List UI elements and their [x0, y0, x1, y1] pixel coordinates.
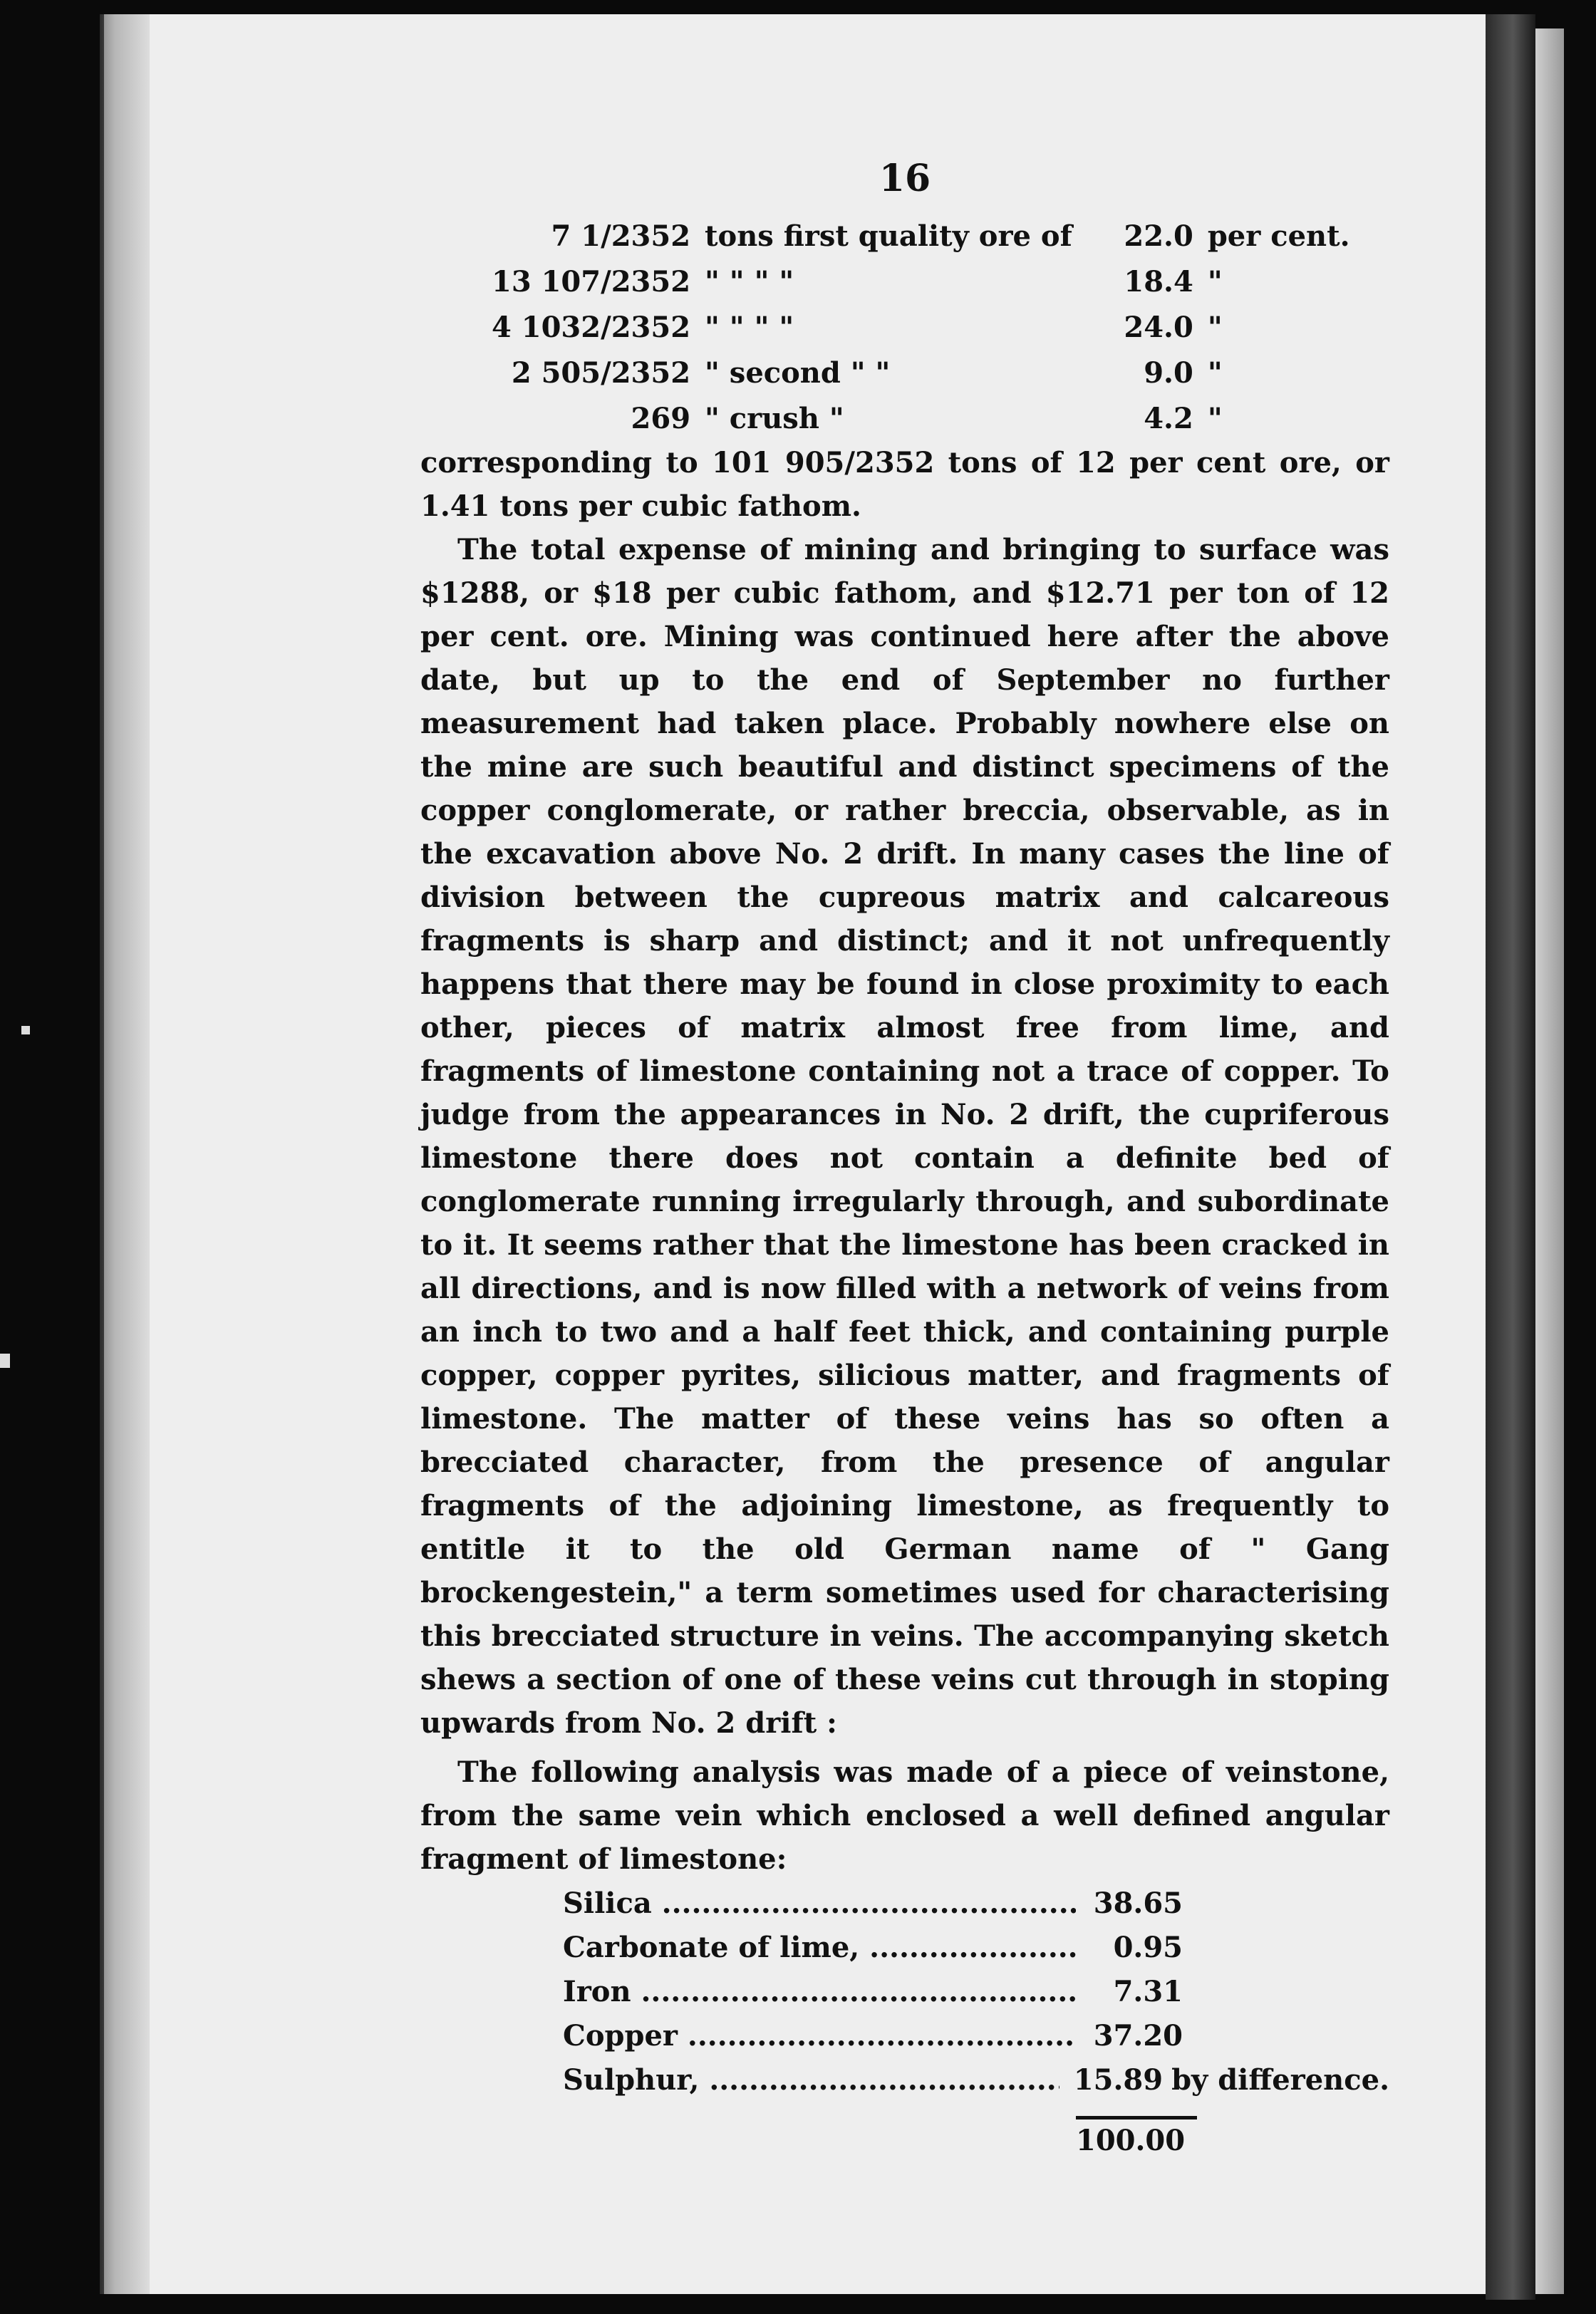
ore-pct: 9.0 [1144, 356, 1193, 390]
ore-desc: " second " " [705, 356, 891, 390]
analysis-component: Carbonate of lime, ..... [563, 1931, 1076, 1964]
ore-pct: 18.4 [1124, 264, 1193, 299]
analysis-row [563, 1931, 1389, 1975]
analysis-total-row [563, 2124, 1389, 2157]
ore-pct: 24.0 [1124, 310, 1193, 344]
facing-page-edge [1535, 28, 1564, 2294]
ore-unit: " [1207, 264, 1223, 299]
ore-unit: " [1207, 310, 1223, 344]
table-row [484, 259, 1357, 304]
ore-qty: 2 505/2352 [511, 356, 691, 390]
page-gutter [100, 14, 150, 2294]
total-rule [1076, 2116, 1197, 2120]
page-text [420, 142, 1389, 2157]
analysis-row [563, 1887, 1389, 1931]
analysis-row [563, 1975, 1389, 2019]
analysis-table [563, 1887, 1389, 2157]
analysis-value: 0.95 [1113, 1931, 1183, 1964]
analysis-component: Sulphur, ..... [563, 2063, 1059, 2097]
page-number: 16 [879, 157, 931, 200]
ore-qty: 7 1/2352 [551, 219, 691, 253]
analysis-value: 37.20 [1093, 2019, 1183, 2053]
ore-unit: " [1207, 401, 1223, 435]
ore-desc: " crush " [705, 401, 844, 435]
analysis-component: Silica ..... [563, 1887, 1076, 1920]
ore-desc: " " " " [705, 264, 794, 299]
ore-desc: tons first quality ore of [705, 219, 1072, 253]
analysis-value: 38.65 [1093, 1887, 1183, 1920]
table-row [484, 213, 1357, 259]
ore-quantity-table [484, 213, 1357, 441]
analysis-component: Iron ..... [563, 1975, 1076, 2008]
analysis-note: by difference. [1171, 2063, 1389, 2097]
table-row [484, 304, 1357, 350]
ore-pct: 4.2 [1144, 401, 1193, 435]
analysis-component: Copper ..... [563, 2019, 1076, 2053]
ore-qty: 269 [631, 401, 691, 435]
analysis-total: 100.00 [1076, 2124, 1186, 2157]
table-row [484, 395, 1357, 441]
ore-pct: 22.0 [1124, 219, 1193, 253]
paragraph-mining-expense: The total expense of mining and bringing to surface was $1288, or $18 per cubic fathom, and $12.71 per ton of 12 per cent. ore. Mining was continued here after the above date, but up to the end of September no further measurement had taken place. Probably nowhere else on the mine are such beautiful and distinct specimens of the copper conglomerate, or rather breccia, observable, as in the excavation above No. 2 drift. In many cases the line of division between the cupreous matrix and calcareous fragments is sharp and distinct; and it not unfrequently happens that there may be found in close proximity to each other, pieces of matrix almost free from lime, and fragments of limestone containing not a trace of copper. To judge from the appearances in No. 2 drift, the cupriferous limestone there does not contain a definite bed of conglomerate running irregularly through, and subordinate to it. It seems rather that the limestone has been cracked in all directions, and is now filled with a network of veins from an inch to two and a half feet thick, and containing purple copper, copper pyrites, silicious matter, and fragments of limestone. The matter of these veins has so often a brecciated character, from the presence of angular fragments of the adjoining limestone, as frequently to entitle it to the old German name of " Gang brockengestein," a term sometimes used for characterising this brecciated structure in veins. The accompanying sketch shews a section of one of these veins cut through in stoping upwards from No. 2 drift : [420, 533, 1389, 1740]
analysis-row [563, 2063, 1389, 2107]
margin-speck [0, 1354, 10, 1368]
paragraph-corresponding: corresponding to 101 905/2352 tons of 12 per cent ore, or 1.41 tons per cubic fathom. [420, 446, 1389, 523]
ore-desc: " " " " [705, 310, 794, 344]
ore-qty: 13 107/2352 [492, 264, 691, 299]
ore-qty: 4 1032/2352 [492, 310, 691, 344]
paragraph-analysis-intro: The following analysis was made of a piece of veinstone, from the same vein which enclosed a well defined angular fragment of limestone: [420, 1755, 1389, 1876]
ore-unit: " [1207, 356, 1223, 390]
page-edge-shadow [1486, 14, 1535, 2300]
analysis-value: 7.31 [1113, 1975, 1183, 2008]
table-row [484, 350, 1357, 395]
margin-speck [21, 1026, 30, 1034]
analysis-row [563, 2019, 1389, 2063]
ore-unit: per cent. [1207, 219, 1350, 253]
analysis-value: 15.89 [1073, 2063, 1164, 2097]
